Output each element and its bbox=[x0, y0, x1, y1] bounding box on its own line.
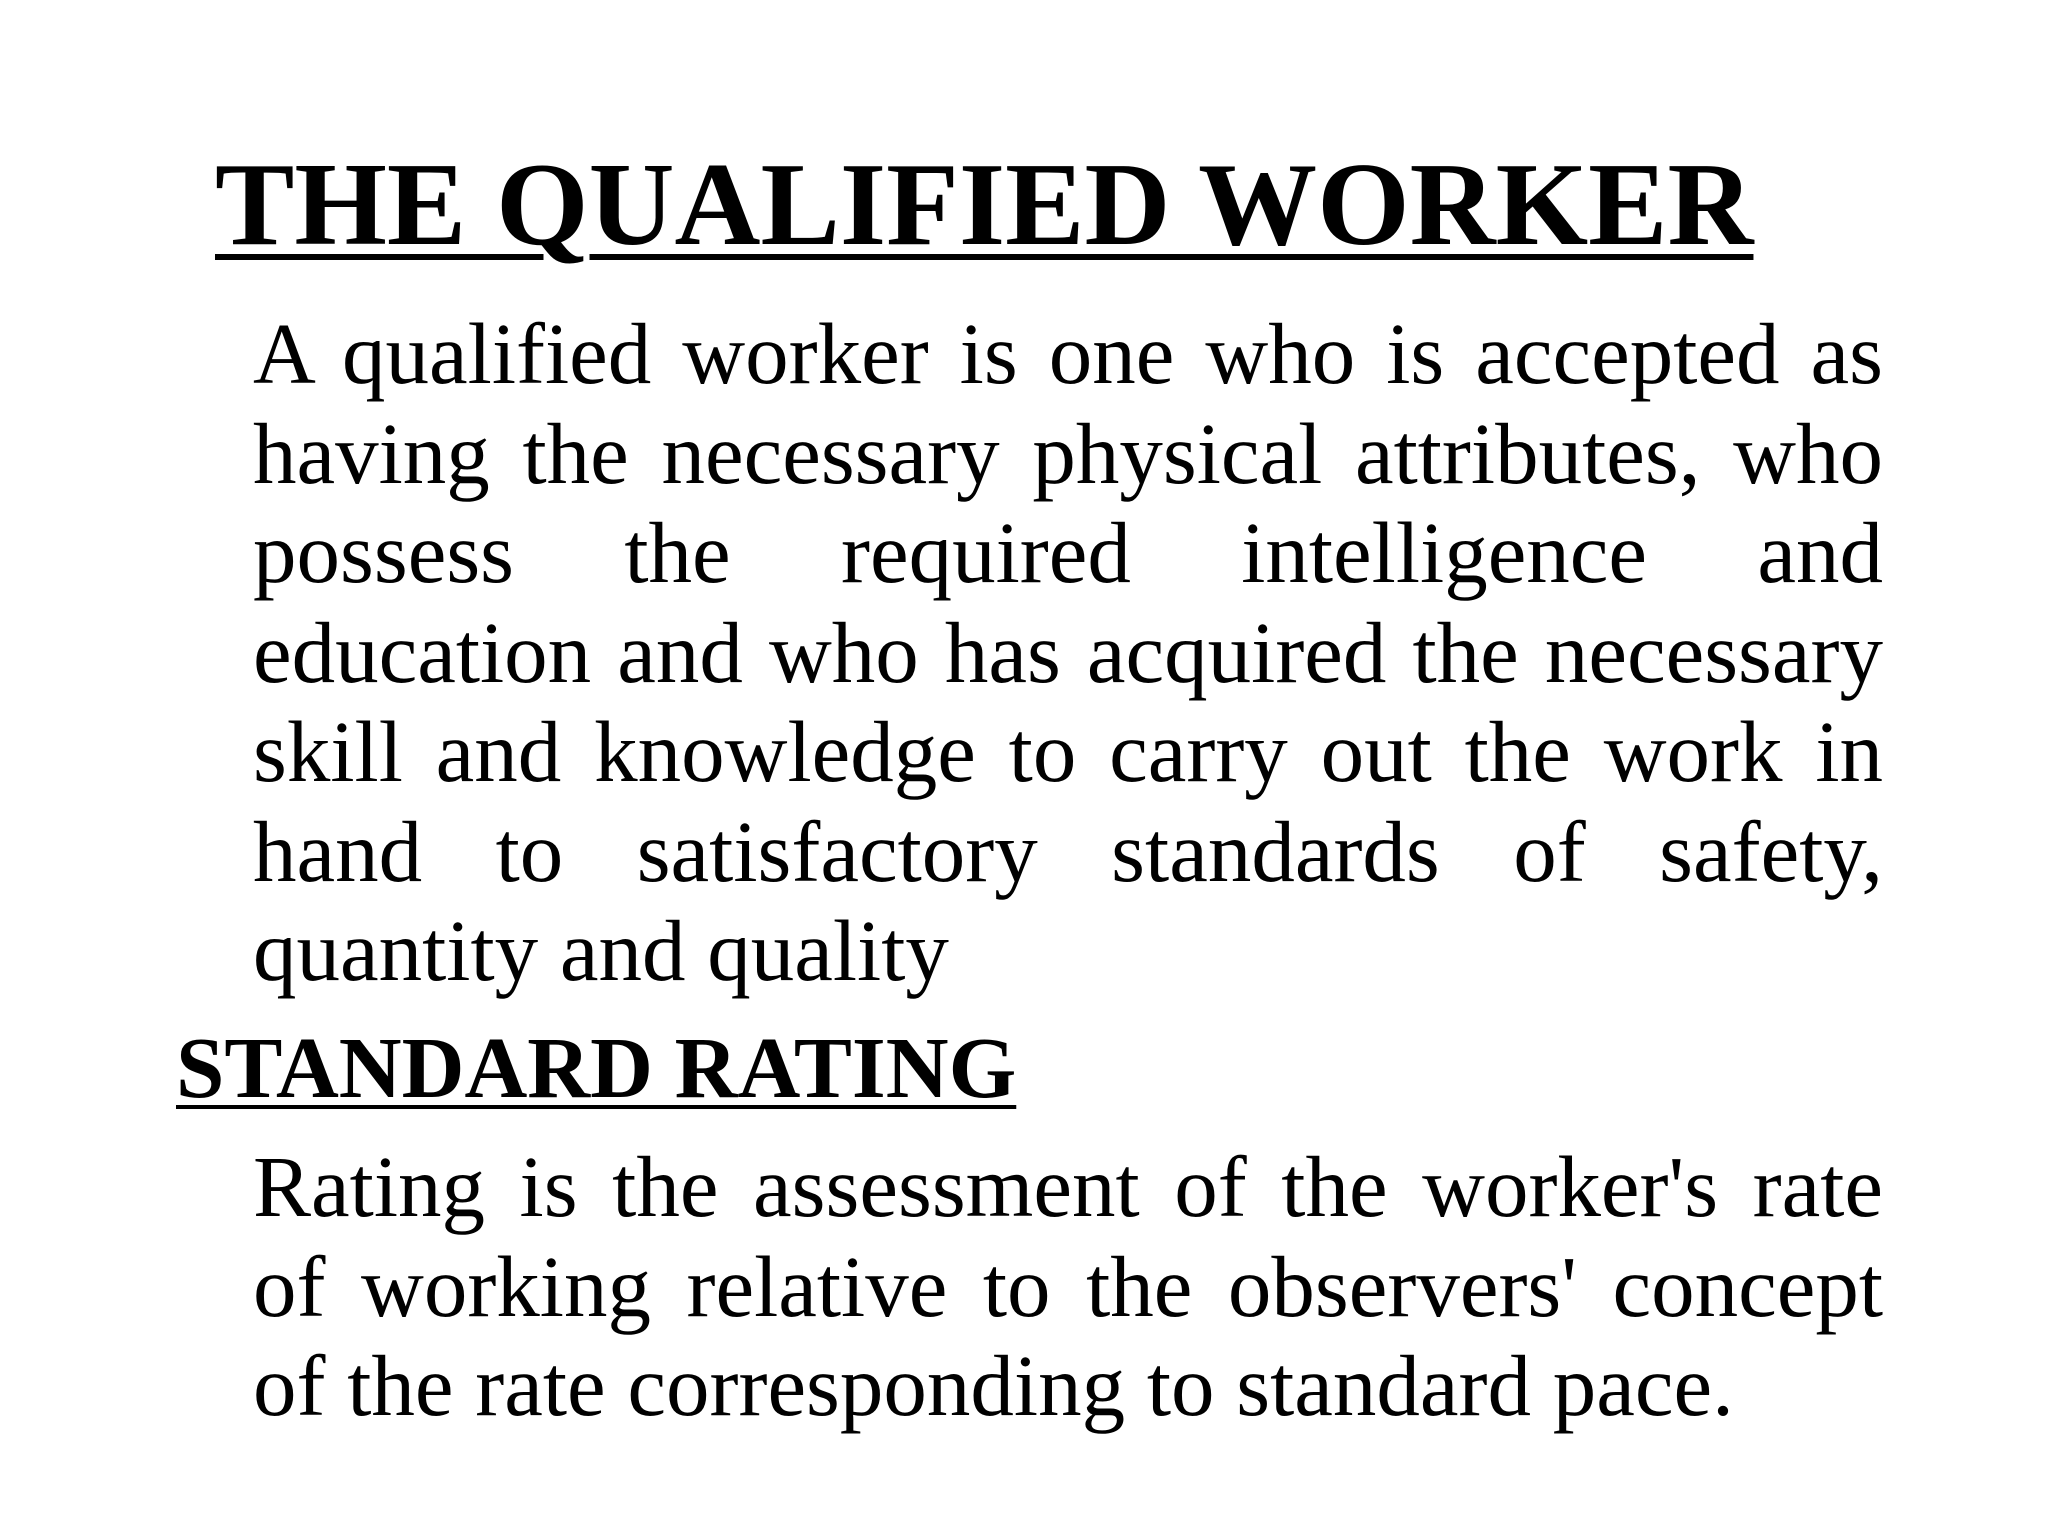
standard-rating-definition: Rating is the assessment of the worker's rate of working relative to the observers' concept of the rate corresponding to standard pace. bbox=[253, 1138, 1883, 1434]
slide-title: THE QUALIFIED WORKER bbox=[215, 138, 1754, 270]
qualified-worker-definition: A qualified worker is one who is accepted as having the necessary physical attributes, who possess the required intelligence and education and who has acquired the necessary skill and knowledge to carry out the work in hand to satisfactory standards of safety, quantity and quality bbox=[253, 305, 1883, 999]
standard-rating-heading: STANDARD RATING bbox=[176, 1019, 1017, 1116]
